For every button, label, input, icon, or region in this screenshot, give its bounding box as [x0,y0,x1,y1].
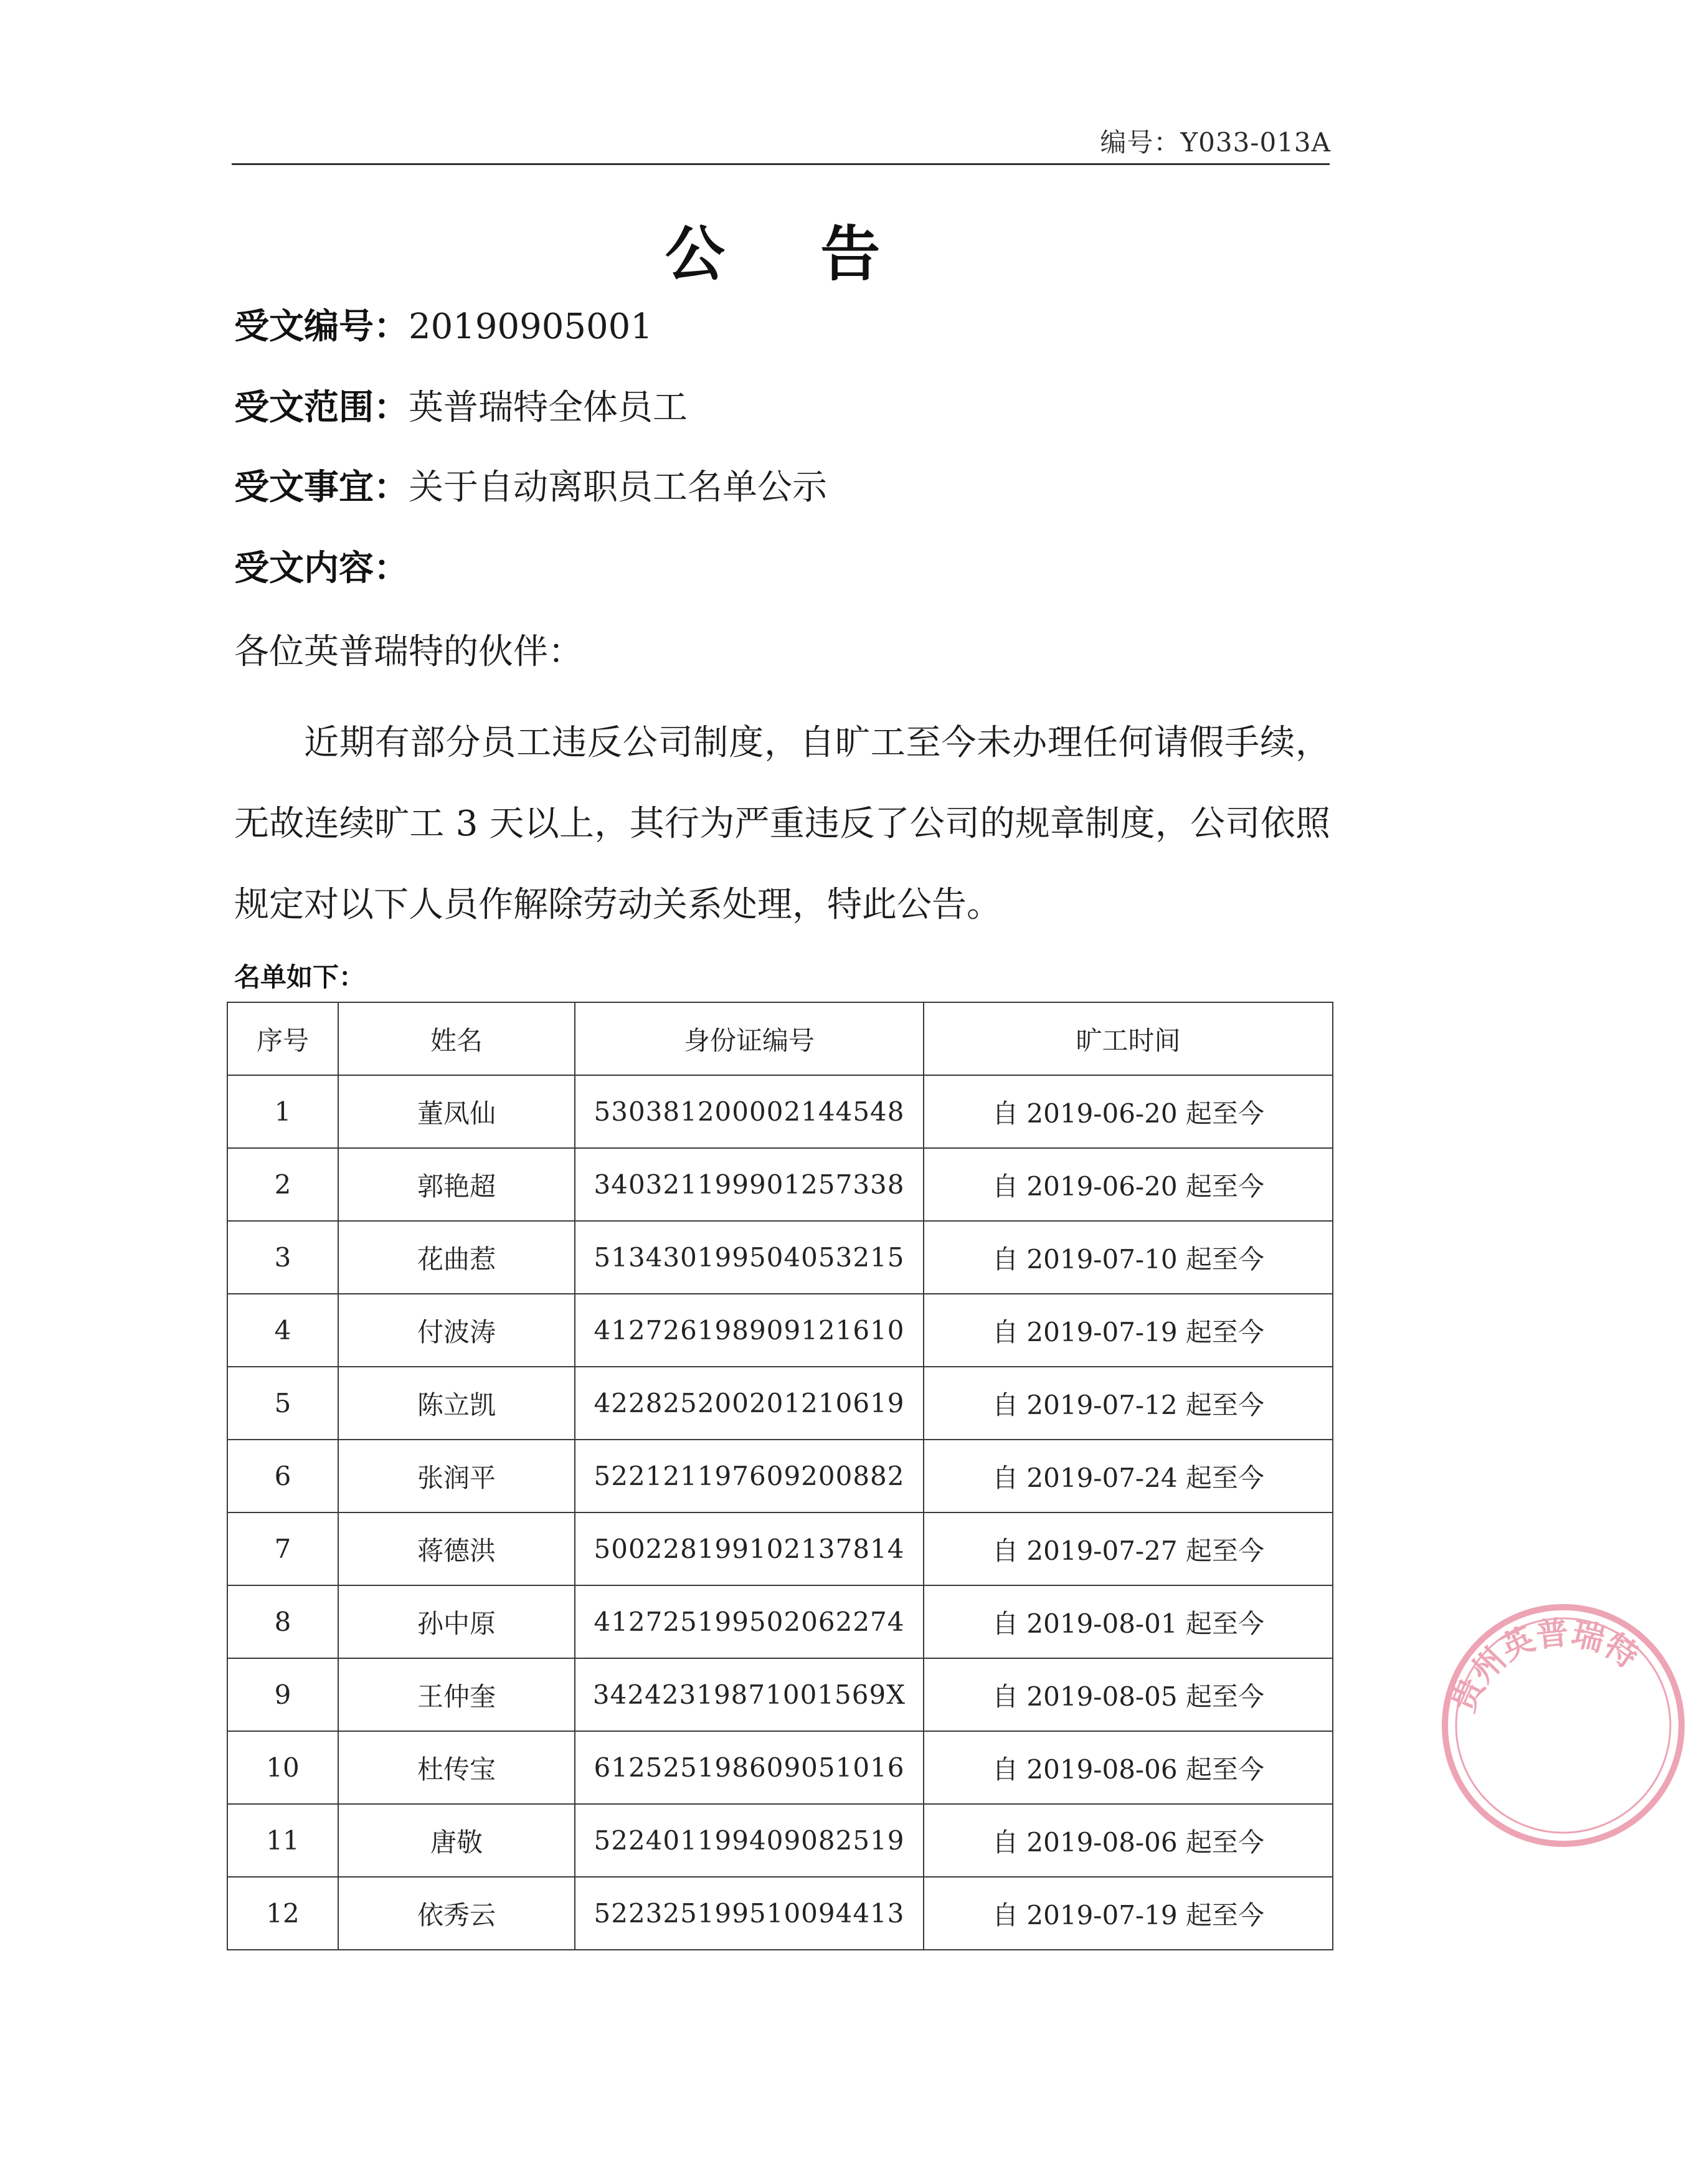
document-number: 编号：Y033-013A [1100,127,1331,158]
cell-name: 陈立凯 [338,1367,575,1440]
table-row [227,1367,1333,1440]
header-index: 序号 [227,1002,338,1075]
cell-name: 郭艳超 [338,1148,575,1221]
cell-id-number: 522401199409082519 [575,1804,924,1877]
cell-name: 张润平 [338,1440,575,1512]
cell-index: 12 [227,1877,338,1950]
cell-absence-period: 自 2019-08-06 起至今 [924,1731,1333,1804]
cell-name: 蒋德洪 [338,1512,575,1585]
table-row [227,1804,1333,1877]
greeting: 各位英普瑞特的伙伴： [234,632,583,672]
table-row [227,1731,1333,1804]
field-recipient-scope [234,386,688,430]
body-paragraph: 近期有部分员工违反公司制度，自旷工至今未办理任何请假手续，无故连续旷工 3 天以上，其行为严重违反了公司的规章制度，公司依照规定对以下人员作解除劳动关系处理，特此公告。 [234,723,1330,925]
cell-absence-period: 自 2019-07-27 起至今 [924,1512,1333,1585]
table-row [227,1294,1333,1367]
field-subject [234,466,827,510]
cell-id-number: 500228199102137814 [575,1512,924,1585]
cell-index: 10 [227,1731,338,1804]
cell-absence-period: 自 2019-07-24 起至今 [924,1440,1333,1512]
cell-id-number: 513430199504053215 [575,1221,924,1294]
cell-index: 1 [227,1075,338,1148]
cell-index: 8 [227,1585,338,1658]
cell-id-number: 422825200201210619 [575,1367,924,1440]
cell-name: 付波涛 [338,1294,575,1367]
cell-name: 花曲惹 [338,1221,575,1294]
cell-index: 7 [227,1512,338,1585]
cell-id-number: 34242319871001569X [575,1658,924,1731]
field-value: 关于自动离职员工名单公示 [409,467,827,508]
cell-name: 孙中原 [338,1585,575,1658]
table-row [227,1440,1333,1512]
field-label: 受文内容： [234,548,409,589]
cell-index: 11 [227,1804,338,1877]
cell-index: 2 [227,1148,338,1221]
cell-index: 6 [227,1440,338,1512]
table-body [227,1075,1333,1950]
list-heading: 名单如下： [234,962,366,992]
cell-name: 唐敬 [338,1804,575,1877]
cell-id-number: 530381200002144548 [575,1075,924,1148]
header-absence-period: 旷工时间 [924,1002,1333,1075]
cell-id-number: 412725199502062274 [575,1585,924,1658]
header-name: 姓名 [338,1002,575,1075]
table-row [227,1075,1333,1148]
table-row [227,1512,1333,1585]
field-content [234,547,409,591]
cell-name: 依秀云 [338,1877,575,1950]
field-value: 20190905001 [409,306,653,347]
field-label: 受文范围： [234,387,409,428]
cell-absence-period: 自 2019-08-06 起至今 [924,1804,1333,1877]
table-row [227,1148,1333,1221]
cell-absence-period: 自 2019-07-19 起至今 [924,1877,1333,1950]
table-header-row [227,1002,1333,1075]
cell-id-number: 522325199510094413 [575,1877,924,1950]
cell-id-number: 340321199901257338 [575,1148,924,1221]
table-row [227,1585,1333,1658]
cell-absence-period: 自 2019-07-10 起至今 [924,1221,1333,1294]
page-title: 公 告 [665,219,918,289]
field-document-number [234,305,653,349]
cell-index: 5 [227,1367,338,1440]
field-label: 受文事宜： [234,467,409,508]
cell-name: 王仲奎 [338,1658,575,1731]
cell-id-number: 412726198909121610 [575,1294,924,1367]
svg-text:贵州英普瑞特: 贵州英普瑞特 [1444,1614,1645,1718]
header-id-number: 身份证编号 [575,1002,924,1075]
cell-index: 9 [227,1658,338,1731]
cell-absence-period: 自 2019-06-20 起至今 [924,1075,1333,1148]
table-row [227,1877,1333,1950]
cell-absence-period: 自 2019-07-12 起至今 [924,1367,1333,1440]
header-rule [232,163,1330,165]
table-row [227,1221,1333,1294]
cell-name: 董凤仙 [338,1075,575,1148]
cell-id-number: 612525198609051016 [575,1731,924,1804]
field-value: 英普瑞特全体员工 [409,387,688,428]
field-label: 受文编号： [234,306,409,347]
cell-absence-period: 自 2019-08-01 起至今 [924,1585,1333,1658]
cell-absence-period: 自 2019-07-19 起至今 [924,1294,1333,1367]
employee-table [227,1002,1333,1950]
company-seal-stamp-icon [1432,1595,1694,1856]
cell-absence-period: 自 2019-06-20 起至今 [924,1148,1333,1221]
cell-name: 杜传宝 [338,1731,575,1804]
table-row [227,1658,1333,1731]
cell-id-number: 522121197609200882 [575,1440,924,1512]
cell-absence-period: 自 2019-08-05 起至今 [924,1658,1333,1731]
cell-index: 3 [227,1221,338,1294]
cell-index: 4 [227,1294,338,1367]
